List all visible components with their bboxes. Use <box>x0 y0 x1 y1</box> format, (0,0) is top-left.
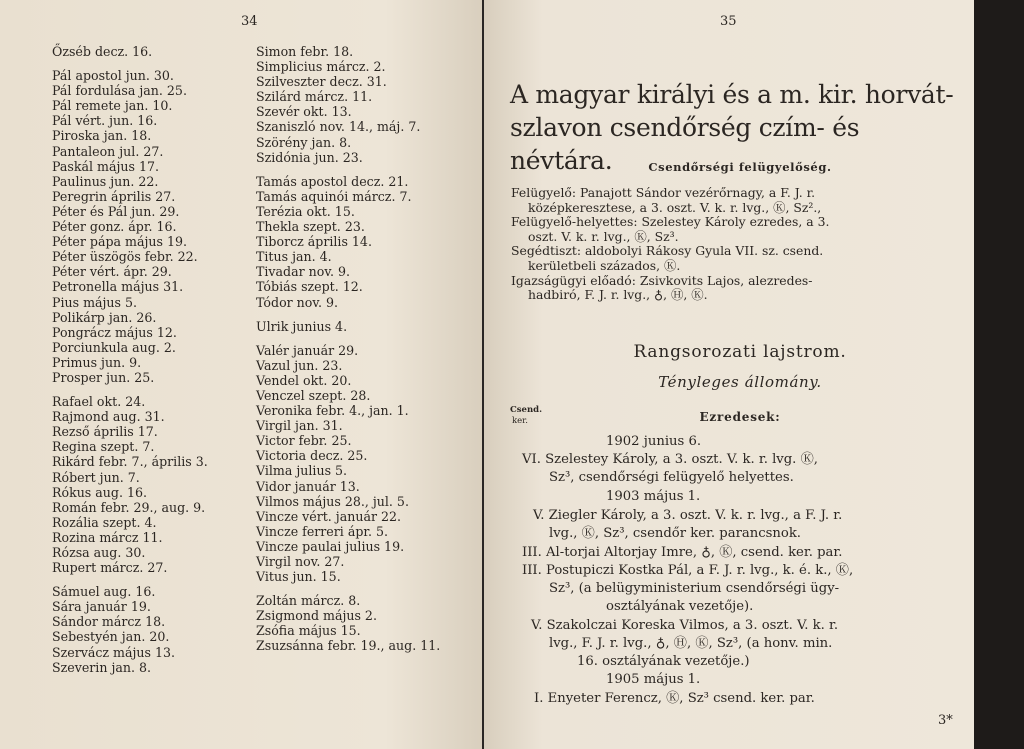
inspectorate-line: Felügyelő-helyettes: Szelestey Károly ezredes, a 3. <box>511 214 830 230</box>
name-day-entry: Porciunkula aug. 2. <box>52 339 176 355</box>
name-day-entry: Paulinus jun. 22. <box>52 173 159 189</box>
name-day-entry: Veronika febr. 4., jan. 1. <box>256 403 409 419</box>
name-day-entry: Simon febr. 18. <box>256 44 354 59</box>
name-day-entry: Sára január 19. <box>52 599 151 615</box>
ranking-entry-line: 1903 május 1. <box>606 489 701 504</box>
right-page-number: 35 <box>720 14 737 29</box>
section-subheading: Tényleges állomány. <box>658 373 822 391</box>
inspectorate-line: Segédtiszt: aldobolyi Rákosy Gyula VII. sz. csend. <box>511 243 824 259</box>
ranking-entry-line: lvg., F. J. r. lvg., ♁, Ⓗ, Ⓚ, Sz³, (a honv. min. <box>549 636 833 651</box>
ranking-entry-line: lvg., Ⓚ, Sz³, csendőr ker. parancsnok. <box>549 526 802 541</box>
entry-gap <box>52 59 208 68</box>
inspectorate-line: hadbiró, F. J. r. lvg., ♁, Ⓗ, Ⓚ. <box>528 287 708 303</box>
name-day-entry: Peregrin április 27. <box>52 188 176 204</box>
ranking-entry-line: 1902 junius 6. <box>606 434 702 449</box>
name-day-entry: Rózsa aug. 30. <box>52 545 146 560</box>
name-day-entry: Vincze vért. január 22. <box>256 508 402 524</box>
name-day-entry: Vincze ferreri ápr. 5. <box>256 523 389 539</box>
name-day-entry: Polikárp jan. 26. <box>52 309 157 325</box>
name-day-entry: Zsófia május 15. <box>256 623 361 639</box>
name-day-entry: Regina szept. 7. <box>52 439 155 455</box>
name-day-entry: Péter gonz. ápr. 16. <box>52 219 177 235</box>
name-day-entry: Rezső április 17. <box>52 424 158 440</box>
name-day-entry: Venczel szept. 28. <box>256 387 371 403</box>
ranking-entry-line: Sz³, csendőrségi felügyelő helyettes. <box>549 470 794 485</box>
name-day-entry: Tivadar nov. 9. <box>256 264 350 280</box>
name-day-entry: Szaniszló nov. 14., máj. 7. <box>256 119 421 135</box>
name-day-entry: Pantaleon jul. 27. <box>52 143 164 159</box>
name-day-entry: Piroska jan. 18. <box>52 128 152 144</box>
inspectorate-line: középkeresztese, a 3. oszt. V. k. r. lvg., Ⓚ, Sz²., <box>528 199 822 215</box>
name-day-entry: Pál fordulása jan. 25. <box>52 83 187 99</box>
side-label-line-2: ker. <box>512 416 529 426</box>
name-day-entry: Pongrácz május 12. <box>52 324 177 340</box>
name-day-entry: Tóbiás szept. 12. <box>256 279 363 295</box>
name-day-entry: Szevér okt. 13. <box>256 104 352 120</box>
signature-mark: 3* <box>938 713 953 728</box>
ranking-entry-line: 1905 május 1. <box>606 672 701 687</box>
inspectorate-line: oszt. V. k. r. lvg., Ⓚ, Sz³. <box>528 228 679 244</box>
name-day-entry: Péter és Pál jun. 29. <box>52 203 180 219</box>
name-day-entry: Róbert jun. 7. <box>52 469 140 485</box>
name-day-entry: Victoria decz. 25. <box>256 448 368 464</box>
entry-gap <box>52 385 208 394</box>
name-day-entry: Szeverin jan. 8. <box>52 659 151 675</box>
name-day-entry: Zsuzsánna febr. 19., aug. 11. <box>256 638 441 654</box>
name-day-entry: Rozália szept. 4. <box>52 514 157 530</box>
title-line-2: szlavon csendőrség czím- és névtára. <box>510 113 860 175</box>
name-day-entry: Vendel okt. 20. <box>256 372 352 388</box>
name-day-entry: Rikárd febr. 7., április 3. <box>52 454 208 470</box>
name-day-entry: Thekla szept. 23. <box>256 219 365 235</box>
name-day-column-2 <box>256 44 440 654</box>
name-day-entry: Vincze paulai julius 19. <box>256 538 405 554</box>
name-day-entry: Tamás apostol decz. 21. <box>256 173 409 189</box>
left-page <box>0 0 482 749</box>
name-day-entry: Vidor január 13. <box>256 478 360 494</box>
name-day-entry: Titus jan. 4. <box>256 249 332 265</box>
inspectorate-line: kerületbeli százados, Ⓚ. <box>528 258 681 273</box>
ranking-entry-line: V. Szakolczai Koreska Vilmos, a 3. oszt. V. k. r. <box>531 618 839 633</box>
name-day-entry: Rókus aug. 16. <box>52 484 147 500</box>
rank-heading: Ezredesek: <box>699 410 781 424</box>
name-day-entry: Terézia okt. 15. <box>256 203 355 219</box>
name-day-entry: Rajmond aug. 31. <box>52 409 165 425</box>
name-day-entry: Vitus jun. 15. <box>256 569 341 585</box>
name-day-entry: Rozina márcz 11. <box>52 529 163 545</box>
name-day-entry: Virgil nov. 27. <box>256 554 345 569</box>
name-day-entry: Valér január 29. <box>256 342 359 358</box>
name-day-entry: Vilmos május 28., jul. 5. <box>256 493 409 509</box>
name-day-entry: Zoltán márcz. 8. <box>256 593 361 609</box>
ranking-entry-line: VI. Szelestey Károly, a 3. oszt. V. k. r. lvg. Ⓚ, <box>522 452 818 467</box>
inspectorate-line: Igazságügyi előadó: Zsivkovits Lajos, alezredes- <box>511 272 813 288</box>
name-day-column-1 <box>52 44 208 675</box>
name-day-entry: Szidónia jun. 23. <box>256 149 363 165</box>
name-day-entry: Prosper jun. 25. <box>52 369 155 385</box>
book-edge <box>974 0 1024 749</box>
entry-gap <box>256 584 440 593</box>
section-heading-ranking: Rangsorozati lajstrom. <box>633 342 847 362</box>
section-heading-inspectorate: Csendőrségi felügyelőség. <box>648 160 832 174</box>
inspectorate-line: Felügyelő: Panajott Sándor vezérőrnagy, a F. J. r. <box>511 185 816 200</box>
name-day-entry: Zsigmond május 2. <box>256 608 377 624</box>
name-day-entry: Pál remete jan. 10. <box>52 98 173 114</box>
name-day-entry: Primus jun. 9. <box>52 354 142 370</box>
ranking-entry-line: osztályának vezetője). <box>606 599 754 614</box>
name-day-entry: Őzséb decz. 16. <box>52 44 153 59</box>
name-day-entry: Pius május 5. <box>52 294 138 310</box>
name-day-entry: Tódor nov. 9. <box>256 294 339 310</box>
name-day-entry: Szilveszter decz. 31. <box>256 74 387 90</box>
name-day-entry: Szilárd márcz. 11. <box>256 89 373 105</box>
ranking-entry-line: III. Al-torjai Altorjay Imre, ♁, Ⓚ, csend. ker. par. <box>522 545 843 560</box>
name-day-entry: Victor febr. 25. <box>256 433 352 449</box>
entry-gap <box>256 165 440 174</box>
name-day-entry: Román febr. 29., aug. 9. <box>52 499 206 515</box>
entry-gap <box>52 575 208 584</box>
ranking-entry-line: V. Ziegler Károly, a 3. oszt. V. k. r. lvg., a F. J. r. <box>533 508 843 523</box>
name-day-entry: Virgil jan. 31. <box>256 418 343 434</box>
title-line-1: A magyar királyi és a m. kir. horvát- <box>510 80 954 109</box>
name-day-entry: Péter pápa május 19. <box>52 234 188 250</box>
name-day-entry: Tiborcz április 14. <box>256 234 372 250</box>
name-day-entry: Vazul jun. 23. <box>256 357 343 373</box>
ranking-entry-line: I. Enyeter Ferencz, Ⓚ, Sz³ csend. ker. par. <box>534 691 815 706</box>
entry-gap <box>256 334 440 343</box>
name-day-entry: Péter vért. ápr. 29. <box>52 264 172 280</box>
name-day-entry: Simplicius márcz. 2. <box>256 59 386 75</box>
name-day-entry: Paskál május 17. <box>52 158 160 174</box>
left-page-number: 34 <box>241 14 258 29</box>
ranking-entry-line: 16. osztályának vezetője.) <box>577 654 750 669</box>
name-day-entry: Pál vért. jun. 16. <box>52 113 158 129</box>
name-day-entry: Vilma julius 5. <box>256 463 348 479</box>
entry-gap <box>256 310 440 319</box>
ranking-entry-line: III. Postupiczi Kostka Pál, a F. J. r. lvg., k. é. k., Ⓚ, <box>522 563 854 578</box>
name-day-entry: Tamás aquinói márcz. 7. <box>256 188 412 204</box>
side-label-line-1: Csend. <box>510 405 543 415</box>
name-day-entry: Péter üszögös febr. 22. <box>52 249 198 265</box>
name-day-entry: Sándor márcz 18. <box>52 614 166 630</box>
name-day-entry: Szörény jan. 8. <box>256 134 352 150</box>
name-day-entry: Rupert márcz. 27. <box>52 560 168 576</box>
name-day-entry: Szervácz május 13. <box>52 644 176 660</box>
name-day-entry: Rafael okt. 24. <box>52 394 146 410</box>
name-day-entry: Petronella május 31. <box>52 279 184 295</box>
ranking-entry-line: Sz³, (a belügyministerium csendőrségi ügy- <box>549 581 840 596</box>
name-day-entry: Ulrik junius 4. <box>256 318 348 334</box>
name-day-entry: Sebestyén jan. 20. <box>52 629 170 645</box>
name-day-entry: Pál apostol jun. 30. <box>52 68 174 84</box>
name-day-entry: Sámuel aug. 16. <box>52 584 156 600</box>
